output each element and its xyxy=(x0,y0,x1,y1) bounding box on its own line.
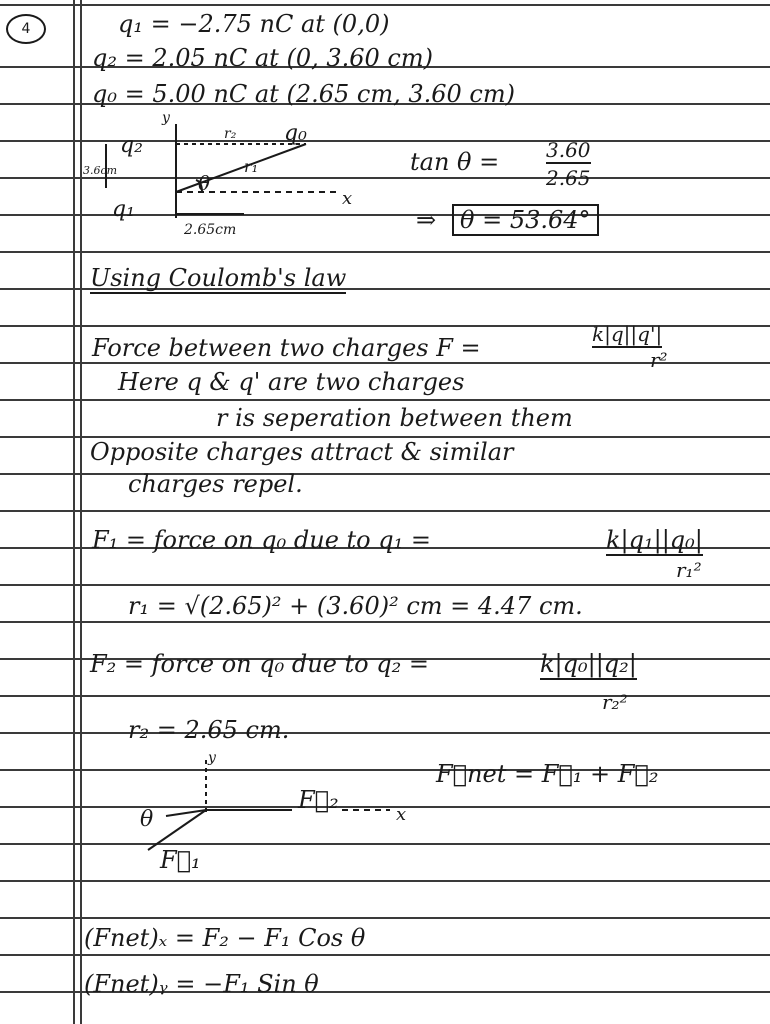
given-q1: q₁ = −2.75 nC at (0,0) xyxy=(118,10,390,38)
diagram1-height-label: 3.6cm xyxy=(83,164,118,177)
ruled-line xyxy=(0,584,770,586)
diagram1-width-label: 2.65cm xyxy=(184,222,237,238)
separation-line: r is seperation between them xyxy=(216,404,573,432)
diagram1-theta-label: θ xyxy=(198,171,211,195)
force-diagram xyxy=(120,750,450,880)
f2-numerator: k|q₀||q₂| xyxy=(540,650,637,678)
fnet-vector-sum: F⃗net = F⃗₁ + F⃗₂ xyxy=(436,760,659,788)
tan-numerator: 3.60 xyxy=(546,138,591,162)
given-q2: q₂ = 2.05 nC at (0, 3.60 cm) xyxy=(92,44,433,72)
repel-line: charges repel. xyxy=(128,470,303,498)
fnet-x-equation: (Fnet)ₓ = F₂ − F₁ Cos θ xyxy=(84,924,366,952)
ruled-line xyxy=(0,251,770,253)
ruled-line xyxy=(0,473,770,475)
diagram1-q1-label: q₁ xyxy=(112,197,135,222)
given-q0: q₀ = 5.00 nC at (2.65 cm, 3.60 cm) xyxy=(92,80,515,108)
formula-numerator: k|q||q'| xyxy=(592,322,663,346)
diagram2-f1-label: F⃗₁ xyxy=(160,846,201,874)
fnet-y-equation: (Fnet)ᵧ = −F₁ Sin θ xyxy=(84,970,319,998)
ruled-line xyxy=(0,695,770,697)
diagram1-r1-label: r₁ xyxy=(244,157,259,176)
here-line: Here q & q' are two charges xyxy=(118,368,465,396)
ruled-line xyxy=(0,4,770,6)
r1-line xyxy=(176,144,306,192)
ruled-line xyxy=(0,621,770,623)
r2-value: r₂ = 2.65 cm. xyxy=(128,716,290,744)
f2-definition: F₂ = force on q₀ due to q₂ = xyxy=(90,650,429,678)
diagram2-f2-label: F⃗₂ xyxy=(298,786,339,814)
page-number: 4 xyxy=(6,14,46,44)
diagram1-q2-label: q₂ xyxy=(120,133,143,158)
ruled-line xyxy=(0,917,770,919)
ruled-line xyxy=(0,732,770,734)
tan-denominator: 2.65 xyxy=(546,166,591,190)
diagram1-x-label: x xyxy=(342,188,353,209)
diagram2-theta-label: θ xyxy=(140,807,154,832)
f1-arrow xyxy=(148,810,206,850)
ruled-line xyxy=(0,954,770,956)
attract-line: Opposite charges attract & similar xyxy=(90,438,514,466)
ruled-line xyxy=(0,880,770,882)
formula-denominator: r² xyxy=(650,348,668,372)
margin-line xyxy=(80,0,82,1024)
tan-lhs: tan θ = xyxy=(410,148,500,176)
ruled-line xyxy=(0,510,770,512)
theta-result: θ = 53.64° xyxy=(452,204,599,236)
diagram1-q0-label: q₀ xyxy=(284,121,307,146)
diagram2-y-label: y xyxy=(208,750,216,766)
f2-denominator: r₂² xyxy=(602,690,628,714)
diagram2-x-label: x xyxy=(396,804,407,825)
r1-calculation: r₁ = √(2.65)² + (3.60)² cm = 4.47 cm. xyxy=(128,592,583,620)
f1-numerator: k|q₁||q₀| xyxy=(606,526,703,554)
force-line: Force between two charges F = xyxy=(92,334,481,362)
f1-denominator: r₁² xyxy=(676,558,702,582)
coulomb-heading: Using Coulomb's law xyxy=(90,264,347,292)
f1-definition: F₁ = force on q₀ due to q₁ = xyxy=(92,526,431,554)
charge-diagram xyxy=(84,110,374,240)
ruled-line xyxy=(0,399,770,401)
diagram1-r2-label: r₂ xyxy=(224,126,237,142)
diagram1-y-label: y xyxy=(162,110,170,126)
margin-line xyxy=(73,0,75,1024)
implies-arrow: ⇒ xyxy=(416,206,437,234)
